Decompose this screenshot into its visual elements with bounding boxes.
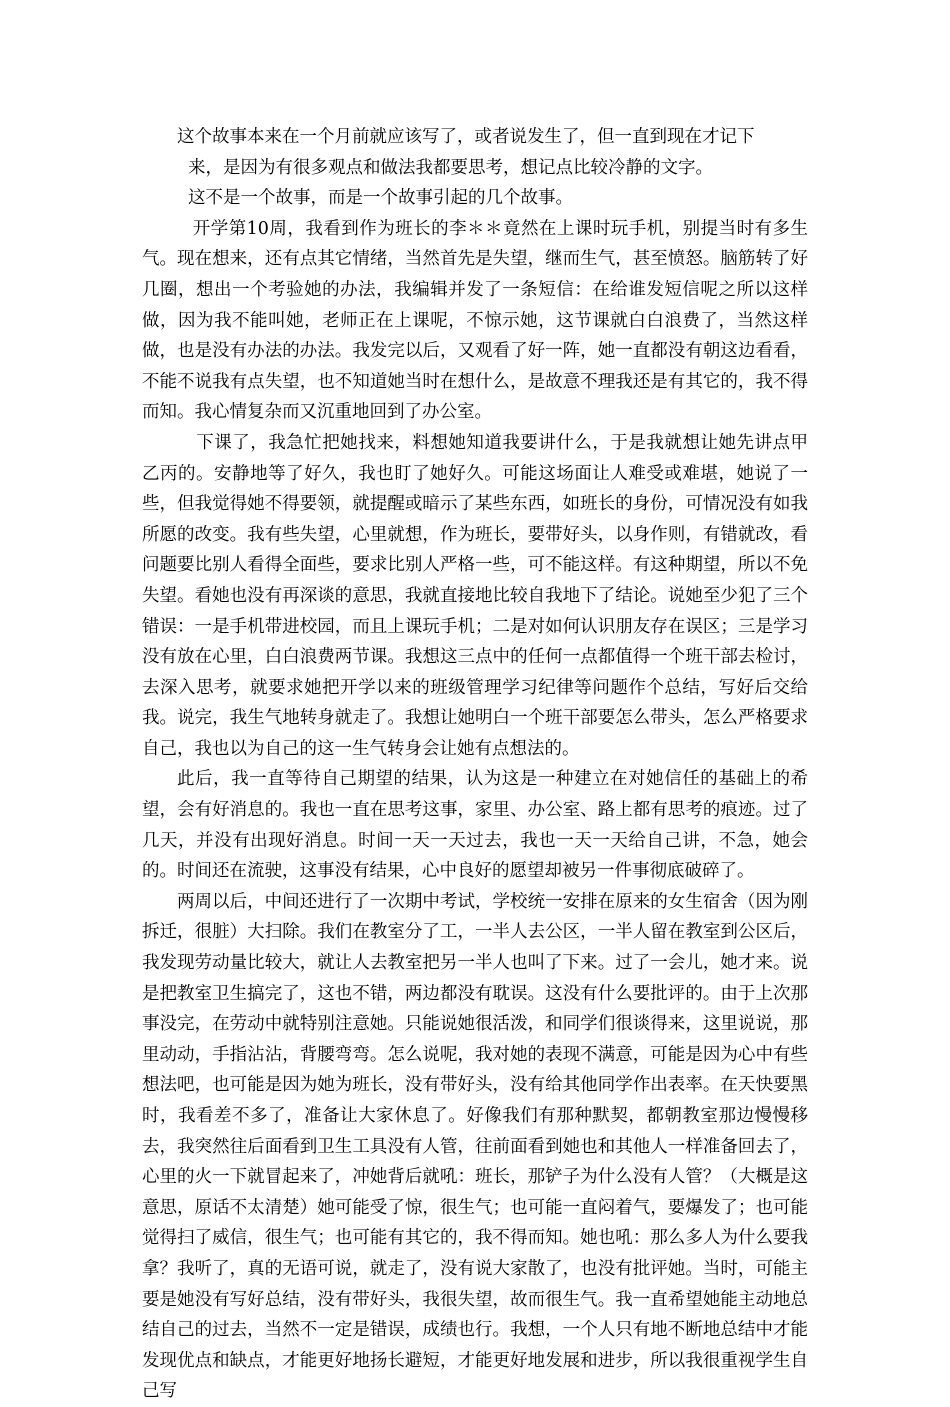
paragraph-intro-line-2: 来，是因为有很多观点和做法我都要思考，想记点比较冷静的文字。 xyxy=(188,157,713,178)
document-page xyxy=(142,122,808,1407)
paragraph-week-ten: 开学第10周，我看到作为班长的李＊＊竟然在上课时玩手机，别提当时有多生气。现在想来，还有点其它情绪，当然首先是失望，继而生气，甚至愤怒。脑筋转了好几圈，想出一个考验她的办法，我编辑并发了一条短信：在给谁发短信呢之所以这样做，因为我不能叫她，老师正在上课呢，不惊示她，这节课就白白浪费了，当然这样做，也是没有办法的办法。我发完以后，又观看了好一阵，她一直都没有朝这边看看，不能不说我有点失望，也不知道她当时在想什么，是故意不理我还是有其它的，我不得而知。我心情复杂而又沉重地回到了办公室。 xyxy=(142,218,808,423)
paragraph-cleaning: 两周以后，中间还进行了一次期中考试，学校统一安排在原来的女生宿舍（因为刚拆迁，很脏）大扫除。我们在教室分了工，一半人去公区，一半人留在教室到公区后，我发现劳动量比较大，就让人去教室把另一半人也叫了下来。过了一会儿，她才来。说是把教室卫生搞完了，这也不错，两边都没有耽误。这没有什么要批评的。由于上次那事没完，在劳动中就特别注意她。只能说她很活泼，和同学们很谈得来，这里说说，那里动动，手指沾沾，背腰弯弯。怎么说呢，我对她的表现不满意，可能是因为心中有些想法吧，也可能是因为她为班长，没有带好头，没有给其他同学作出表率。在天快要黑时，我看差不多了，准备让大家休息了。好像我们有那种默契，都朝教室那边慢慢移去，我突然往后面看到卫生工具没有人管，往前面看到她也和其他人一样准备回去了，心里的火一下就冒起来了，冲她背后就吼：班长，那铲子为什么没有人管？（大概是这意思，原话不太清楚）她可能受了惊，很生气；也可能一直闷着气，要爆发了；也可能觉得扫了威信，很生气；也可能有其它的，我不得而知。她也吼：那么多人为什么要我拿？我听了，真的无语可说，就走了，没有说大家散了，也没有批评她。当时，可能主要是她没有写好总结，没有带好头，我很失望，故而很生气。我一直希望她能主动地总结自己的过去，当然不一定是错误，成绩也行。我想，一个人只有地不断地总结中才能发现优点和缺点，才能更好地扬长避短，才能更好地发展和进步，所以我很重视学生自己写 xyxy=(142,891,808,1402)
paragraph-intro-line-3: 这不是一个故事，而是一个故事引起的几个故事。 xyxy=(188,188,573,209)
paragraph-intro-line-1: 这个故事本来在一个月前就应该写了，或者说发生了，但一直到现在才记下 xyxy=(177,127,755,147)
paragraph-waiting: 此后，我一直等待自己期望的结果，认为这是一种建立在对她信任的基础上的希望，会有好消息的。我也一直在思考这事，家里、办公室、路上都有思考的痕迹。过了几天，并没有出现好消息。时间一天一天过去，我也一天一天给自己讲，不急，她会的。时间还在流驶，这事没有结果，心中良好的愿望却被另一件事彻底破碎了。 xyxy=(142,769,808,882)
paragraph-after-class: 下课了，我急忙把她找来，料想她知道我要讲什么，于是我就想让她先讲点甲乙丙的。安静地等了好久，我也盯了她好久。可能这场面让人难受或难堪，她说了一些，但我觉得她不得要领，就提醒或暗示了某些东西，如班长的身份，可情况没有如我所愿的改变。我有些失望，心里就想，作为班长，要带好头，以身作则，有错就改，看问题要比别人看得全面些，要求比别人严格一些，可不能这样。有这种期望，所以不免失望。看她也没有再深谈的意思，我就直接地比较自我地下了结论。说她至少犯了三个错误：一是手机带进校园，而且上课玩手机；二是对如何认识朋友存在误区；三是学习没有放在心里，白白浪费两节课。我想这三点中的任何一点都值得一个班干部去检讨，去深入思考，就要求她把开学以来的班级管理学习纪律等问题作个总结，写好后交给我。说完，我生气地转身就走了。我想让她明白一个班干部要怎么带头，怎么严格要求自己，我也以为自己的这一生气转身会让她有点想法的。 xyxy=(142,432,808,759)
